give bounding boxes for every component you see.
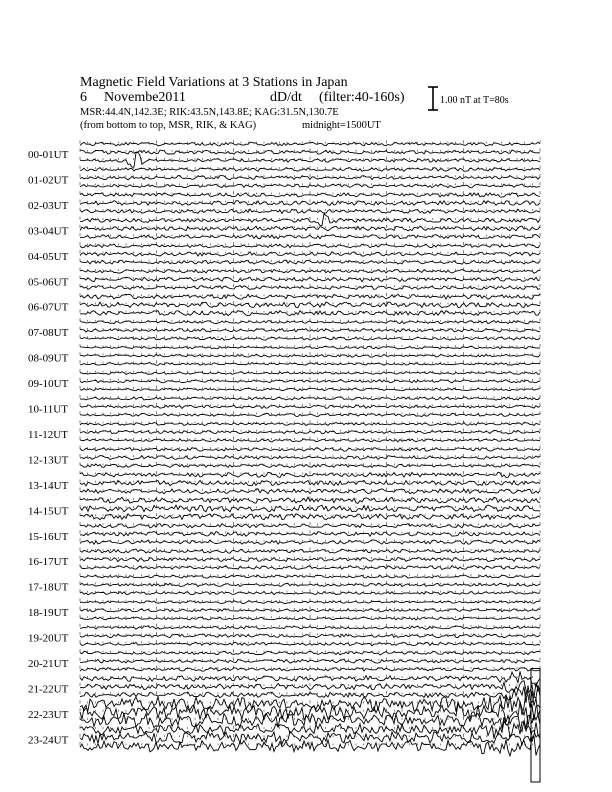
minute-ticks	[80, 369, 540, 372]
row-label-07-08UT: 07-08UT	[28, 327, 69, 340]
row-label-19-20UT: 19-20UT	[28, 632, 69, 645]
trace-row-16-17UT	[28, 548, 540, 570]
minute-ticks	[80, 683, 540, 686]
trace-row-07-08UT	[28, 318, 540, 340]
trace-row-14-15UT	[28, 497, 540, 520]
chart-order-note: (from bottom to top, MSR, RIK, & KAG)	[80, 120, 257, 131]
trace-row-17-18UT	[28, 573, 540, 595]
chart-stations: MSR:44.4N,142.3E; RIK:43.5N,143.8E; KAG:31.5N,130.7E	[80, 107, 339, 118]
chart-filter: (filter:40-160s)	[319, 90, 405, 105]
minute-ticks	[80, 548, 540, 551]
minute-ticks	[80, 742, 540, 745]
minute-ticks	[80, 199, 540, 202]
row-label-23-24UT: 23-24UT	[28, 734, 69, 747]
trace-rows	[28, 140, 540, 782]
minute-ticks	[80, 284, 540, 287]
minute-ticks	[80, 420, 540, 423]
trace-row-06-07UT	[28, 293, 540, 316]
minute-ticks	[80, 505, 540, 508]
chart-midnight-note: midnight=1500UT	[302, 120, 381, 131]
trace-row-01-02UT	[28, 166, 540, 188]
row-label-21-22UT: 21-22UT	[28, 683, 69, 696]
trace-row-02-03UT	[28, 191, 540, 213]
minute-ticks	[80, 309, 540, 312]
minute-ticks	[80, 250, 540, 253]
trace-row-10-11UT	[28, 395, 540, 417]
row-label-03-04UT: 03-04UT	[28, 225, 69, 238]
chart-title: Magnetic Field Variations at 3 Stations in Japan	[80, 75, 348, 90]
row-label-06-07UT: 06-07UT	[28, 301, 69, 314]
minute-ticks	[80, 632, 540, 635]
row-label-14-15UT: 14-15UT	[28, 505, 69, 518]
trace-row-13-14UT	[28, 471, 540, 494]
row-label-12-13UT: 12-13UT	[28, 454, 69, 467]
trace-row-05-06UT	[28, 268, 540, 290]
trace-row-09-10UT	[28, 369, 540, 391]
row-label-20-21UT: 20-21UT	[28, 658, 69, 670]
minute-ticks	[80, 149, 540, 152]
row-label-15-16UT: 15-16UT	[28, 530, 69, 543]
row-label-17-18UT: 17-18UT	[28, 581, 69, 594]
row-label-22-23UT: 22-23UT	[28, 708, 69, 721]
minute-ticks	[80, 268, 540, 271]
scale-bar	[428, 87, 438, 110]
row-label-11-12UT: 11-12UT	[28, 428, 68, 441]
row-label-00-01UT: 00-01UT	[28, 149, 69, 161]
trace-row-21-22UT	[28, 671, 540, 703]
trace-row-04-05UT	[28, 242, 540, 264]
chart-day: 6	[80, 90, 87, 105]
minute-ticks	[80, 378, 540, 381]
minute-ticks	[80, 403, 540, 406]
minute-ticks	[80, 488, 540, 491]
minute-ticks	[80, 573, 540, 576]
chart-component: dD/dt	[270, 90, 302, 105]
minute-ticks	[80, 242, 540, 245]
row-label-05-06UT: 05-06UT	[28, 276, 69, 289]
minute-ticks	[80, 640, 540, 643]
row-label-04-05UT: 04-05UT	[28, 250, 69, 263]
row-label-09-10UT: 09-10UT	[28, 378, 69, 391]
trace-row-00-01UT	[28, 140, 540, 167]
minute-ticks	[80, 217, 540, 220]
trace-row-15-16UT	[28, 522, 540, 544]
minute-ticks	[80, 352, 540, 355]
minute-ticks	[80, 462, 540, 465]
minute-ticks	[80, 615, 540, 618]
minute-ticks	[80, 335, 540, 338]
trace-row-18-19UT	[28, 598, 540, 620]
row-label-13-14UT: 13-14UT	[28, 479, 69, 492]
minute-ticks	[80, 446, 540, 449]
row-label-16-17UT: 16-17UT	[28, 556, 69, 569]
minute-ticks	[80, 607, 540, 610]
trace-row-03-04UT	[28, 214, 540, 239]
row-label-08-09UT: 08-09UT	[28, 352, 69, 365]
trace-row-11-12UT	[28, 420, 540, 442]
trace-kag	[80, 321, 540, 324]
minute-ticks	[80, 497, 540, 500]
row-label-18-19UT: 18-19UT	[28, 607, 69, 620]
scale-bar-label: 1.00 nT at T=80s	[440, 95, 509, 106]
row-label-10-11UT: 10-11UT	[28, 403, 68, 416]
trace-row-19-20UT	[28, 624, 540, 646]
row-label-01-02UT: 01-02UT	[28, 174, 69, 187]
minute-ticks	[80, 395, 540, 398]
trace-row-08-09UT	[28, 344, 540, 365]
chart-month-year: Novembe2011	[104, 90, 186, 105]
trace-row-23-24UT	[28, 721, 540, 756]
row-label-02-03UT: 02-03UT	[28, 199, 69, 212]
trace-row-20-21UT	[28, 649, 540, 671]
trace-row-12-13UT	[28, 446, 540, 468]
